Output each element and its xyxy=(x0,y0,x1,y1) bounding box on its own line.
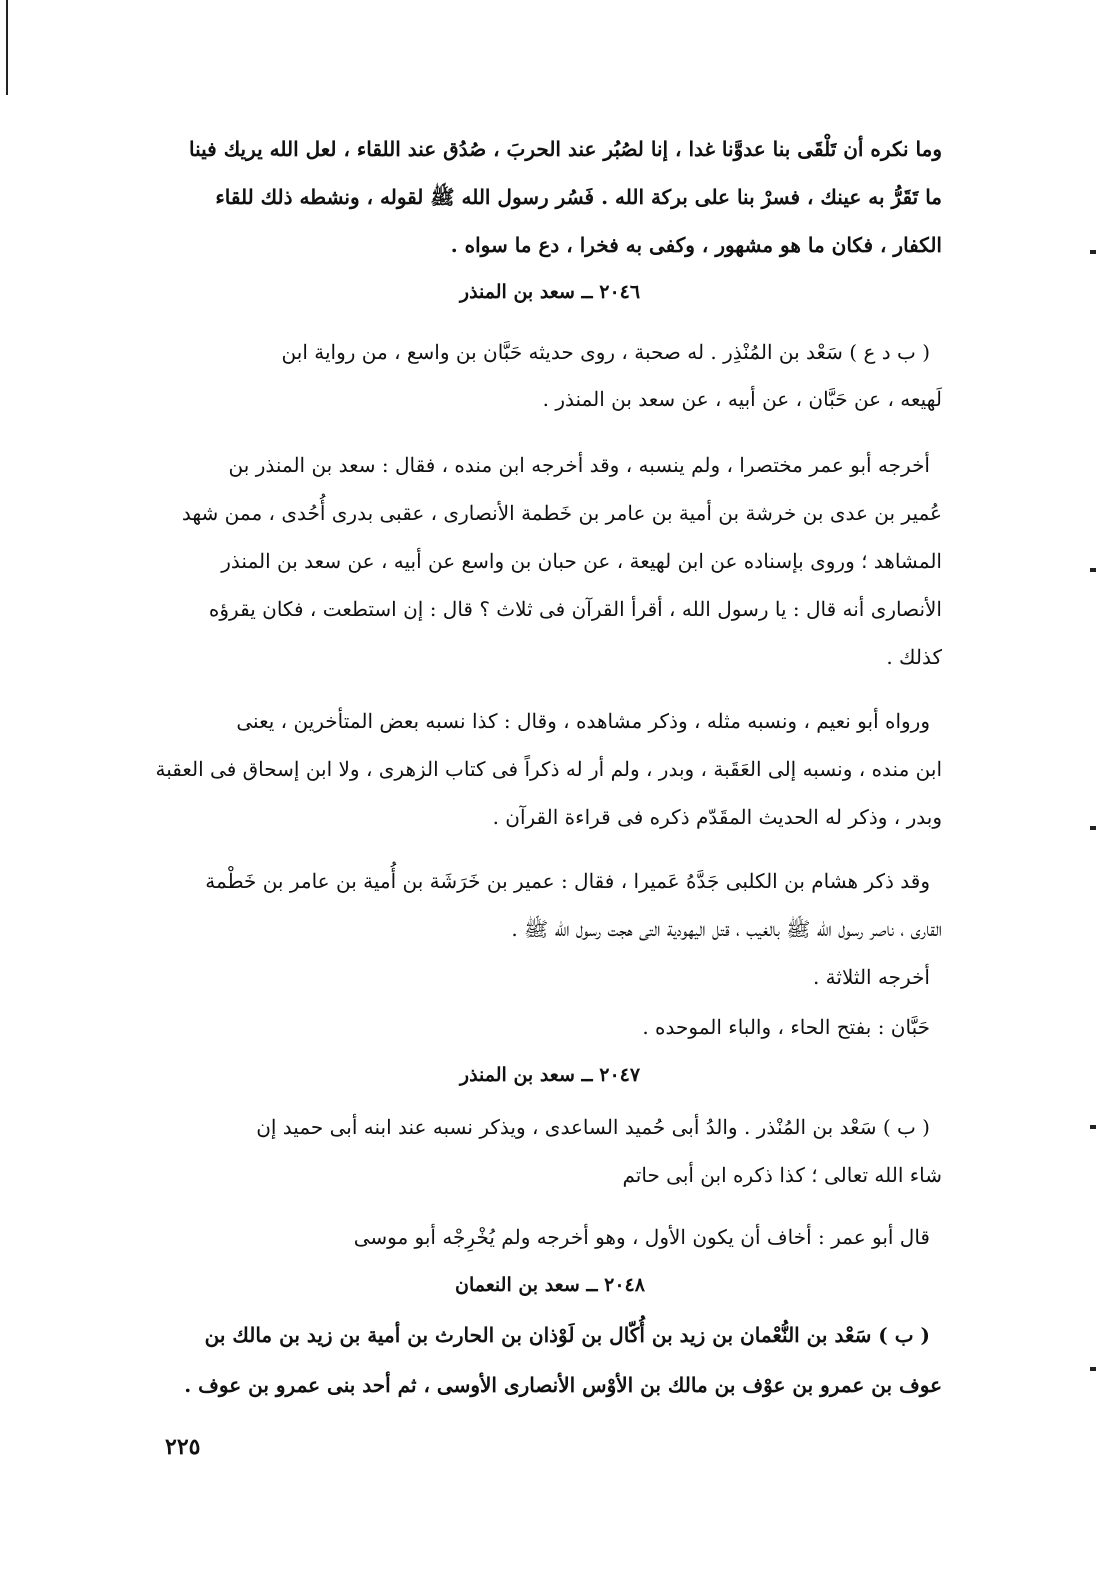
body-text-line: ابن منده ، ونسبه إلى العَقَبة ، وبدر ، ولم أر له ذكراً فى كتاب الزهرى ، ولا ابن إسحاق فى العقبة xyxy=(155,757,942,781)
entry-heading: ٢٠٤٧ ــ سعد بن المنذر xyxy=(459,1064,641,1086)
body-text-line: القارى ، ناصر رسول الله ﷺ بالغيب ، قتل اليهودية التى هجت رسول الله ﷺ . xyxy=(511,917,942,941)
entry-heading: ٢٠٤٦ ــ سعد بن المنذر xyxy=(459,281,641,303)
body-text-line: لَهيعه ، عن حَبَّان ، عن أبيه ، عن سعد بن المنذر . xyxy=(542,387,942,411)
margin-mark xyxy=(1090,1367,1096,1371)
body-text-line: ورواه أبو نعيم ، ونسبه مثله ، وذكر مشاهده ، وقال : كذا نسبه بعض المتأخرين ، يعنى xyxy=(236,709,930,733)
body-text-line: حَبَّان : بفتح الحاء ، والباء الموحده . xyxy=(642,1015,930,1039)
body-text-line: عُمير بن عدى بن خرشة بن أمية بن عامر بن خَطمة الأنصارى ، عقبى بدرى أُحُدى ، ممن شهد xyxy=(181,501,942,525)
body-text-line: الأنصارى أنه قال : يا رسول الله ، أقرأ القرآن فى ثلاث ؟ قال : إن استطعت ، فكان يقرؤه xyxy=(208,597,942,621)
body-text-line: وبدر ، وذكر له الحديث المقَدّم ذكره فى قراءة القرآن . xyxy=(492,805,942,829)
body-text-line: وما نكره أن تَلْقَى بنا عدوَّنا غدا ، إنا لصُبُر عند الحربَ ، صُدُق عند اللقاء ، لعل الله يريك فينا xyxy=(189,137,942,161)
body-text-line: المشاهد ؛ وروى بإسناده عن ابن لهيعة ، عن حبان بن واسع عن أبيه ، عن سعد بن المنذر xyxy=(221,549,942,573)
body-text-line: وقد ذكر هشام بن الكلبى جَدَّهُ عَميرا ، فقال : عمير بن خَرَشَة بن أُمية بن عامر بن خَطْمة xyxy=(205,869,930,893)
body-text-line: ( ب د ع ) سَعْد بن المُنْذِر . له صحبة ، روى حديثه حَبَّان بن واسع ، من رواية ابن xyxy=(281,340,930,364)
body-text-line: أخرجه أبو عمر مختصرا ، ولم ينسبه ، وقد أخرجه ابن منده ، فقال : سعد بن المنذر بن xyxy=(228,453,930,477)
body-text-line: أخرجه الثلاثة . xyxy=(812,965,930,989)
margin-mark xyxy=(1090,1125,1096,1129)
margin-mark xyxy=(1090,568,1096,572)
body-text-line: ما تَقَرُّ به عينك ، فسرْ بنا على بركة الله . فَسُر رسول الله ﷺ لقوله ، ونشطه ذلك للقاء xyxy=(215,185,942,209)
body-text-line: شاء الله تعالى ؛ كذا ذكره ابن أبى حاتم xyxy=(622,1163,942,1187)
margin-mark xyxy=(1090,826,1096,830)
body-text-line: عوف بن عمرو بن عوْف بن مالك بن الأوْس الأنصارى الأوسى ، ثم أحد بنى عمرو بن عوف . xyxy=(184,1373,942,1397)
page-number: ٢٢٥ xyxy=(165,1434,201,1460)
scan-edge-line xyxy=(6,0,8,95)
body-text-line: كذلك . xyxy=(886,645,942,669)
body-text-line: ( ب ) سَعْد بن المُنْذر . والدُ أبى حُميد الساعدى ، ويذكر نسبه عند ابنه أبى حميد إن xyxy=(256,1115,930,1139)
body-text-line: ( ب ) سَعْد بن النُّعْمان بن زيد بن أُكّال بن لَوْذان بن الحارث بن أمية بن زيد بن مالك بن xyxy=(204,1323,930,1347)
body-text-line: الكفار ، فكان ما هو مشهور ، وكفى به فخرا ، دع ما سواه . xyxy=(450,233,942,257)
body-text-line: قال أبو عمر : أخاف أن يكون الأول ، وهو أخرجه ولم يُخْرِجْه أبو موسى xyxy=(353,1225,930,1249)
margin-mark xyxy=(1090,250,1096,254)
entry-heading: ٢٠٤٨ ــ سعد بن النعمان xyxy=(455,1274,645,1296)
